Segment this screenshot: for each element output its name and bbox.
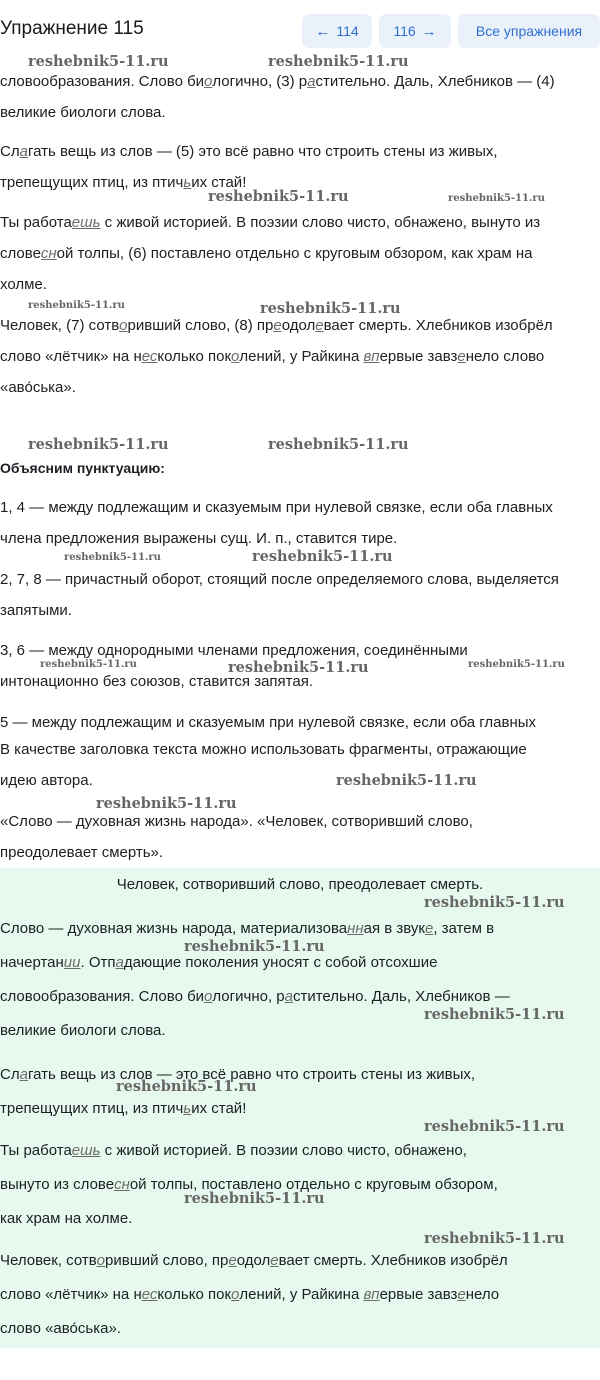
watermark: reshebnik5-11.ru xyxy=(116,1078,257,1095)
next-exercise-button[interactable] xyxy=(379,14,451,48)
watermark: reshebnik5-11.ru xyxy=(96,795,237,812)
all-exercises-button[interactable] xyxy=(458,14,600,48)
answer-paragraph-3: Ты работаешь с живой историей. В поэзии слово чисто, обнажено, вынуто из словесной толпы, поставлено отдельно с круговым обзором, как храм на холме. xyxy=(0,1142,498,1227)
watermark: reshebnik5-11.ru xyxy=(40,659,137,670)
watermark: reshebnik5-11.ru xyxy=(28,53,169,70)
prev-exercise-button[interactable] xyxy=(302,14,372,48)
watermark: reshebnik5-11.ru xyxy=(64,552,161,563)
task-paragraph-3: Ты работаешь с живой историей. В поэзии слово чисто, обнажено, вынуто из словесной толпы, (6) поставлено отдельно с круговым обзором, как храм на холме. xyxy=(0,214,541,293)
watermark: reshebnik5-11.ru xyxy=(28,300,125,311)
watermark: reshebnik5-11.ru xyxy=(268,53,409,70)
page-title: Упражнение 115 xyxy=(0,18,144,39)
task-paragraph-4: Человек, (7) сотворивший слово, (8) преодолевает смерть. Хлебников изобрёл слово «лётчик» на несколько поколений, у Райкина впервые завзенело слово «аво́ська». xyxy=(0,317,553,396)
arrow-left-icon: ← xyxy=(315,22,331,40)
watermark: reshebnik5-11.ru xyxy=(424,1006,565,1023)
watermark: reshebnik5-11.ru xyxy=(424,1118,565,1135)
answer-paragraph-1: Слово — духовная жизнь народа, материализованная в звуке, затем в начертании. Отпадающие поколения уносят с собой отсохшие словообразования. Слово биологично, растительно. Даль, Хлебников — великие биологи слова. xyxy=(0,920,510,1039)
watermark: reshebnik5-11.ru xyxy=(184,1190,325,1207)
answer-paragraph-4: Человек, сотворивший слово, преодолевает смерть. Хлебников изобрёл слово «лётчик» на несколько поколений, у Райкина впервые завзенело слово «аво́ська». xyxy=(0,1252,508,1337)
rule-2: 2, 7, 8 — причастный оборот, стоящий после определяемого слова, выделяется запятыми. xyxy=(0,571,559,619)
watermark: reshebnik5-11.ru xyxy=(424,1230,565,1247)
watermark: reshebnik5-11.ru xyxy=(260,300,401,317)
watermark: reshebnik5-11.ru xyxy=(424,894,565,911)
arrow-right-icon: → xyxy=(421,22,437,40)
watermark: reshebnik5-11.ru xyxy=(336,772,477,789)
prev-exercise-label: 114 xyxy=(336,23,359,39)
title-suggestion: В качестве заголовка текста можно использовать фрагменты, отражающие идею автора. xyxy=(0,741,527,789)
next-exercise-label: 116 xyxy=(393,23,416,39)
punctuation-heading: Объясним пунктуацию: xyxy=(0,460,165,476)
all-exercises-label: Все упражнения xyxy=(475,23,583,39)
watermark: reshebnik5-11.ru xyxy=(252,548,393,565)
rule-3: 3, 6 — между однородными членами предложения, соединёнными интонационно без союзов, ставится запятая. xyxy=(0,642,468,690)
watermark: reshebnik5-11.ru xyxy=(208,188,349,205)
rule-1: 1, 4 — между подлежащим и сказуемым при нулевой связке, если оба главных члена предложения выражены сущ. И. п., ставится тире. xyxy=(0,499,553,547)
task-paragraph-1: словообразования. Слово биологично, (3) растительно. Даль, Хлебников — (4) великие биологи слова. xyxy=(0,73,555,121)
answer-block xyxy=(0,868,600,1348)
title-examples: «Слово — духовная жизнь народа». «Человек, сотворивший слово, преодолевает смерть». xyxy=(0,813,473,861)
watermark: reshebnik5-11.ru xyxy=(228,659,369,676)
watermark: reshebnik5-11.ru xyxy=(184,938,325,955)
rule-4: 5 — между подлежащим и сказуемым при нулевой связке, если оба главных xyxy=(0,714,537,731)
answer-paragraph-2: Слагать вещь из слов — это всё равно что строить стены из живых, трепещущих птиц, из птичьих стай! xyxy=(0,1066,476,1117)
watermark: reshebnik5-11.ru xyxy=(28,436,169,453)
answer-title: Человек, сотворивший слово, преодолевает смерть. xyxy=(116,876,484,893)
watermark: reshebnik5-11.ru xyxy=(448,193,545,204)
watermark: reshebnik5-11.ru xyxy=(468,659,565,670)
watermark: reshebnik5-11.ru xyxy=(268,436,409,453)
task-paragraph-2: Слагать вещь из слов — (5) это всё равно что строить стены из живых, трепещущих птиц, из птичьих стай! xyxy=(0,143,498,191)
